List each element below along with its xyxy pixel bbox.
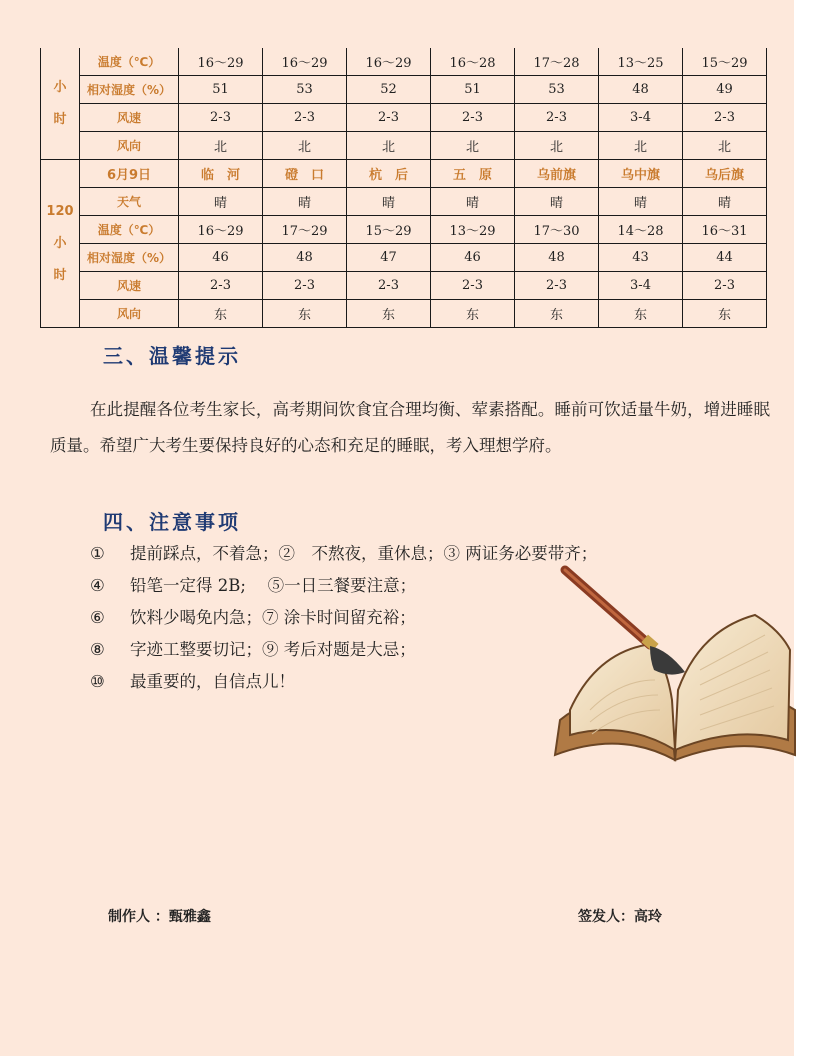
table-cell: 晴 [599, 188, 683, 216]
table-cell: 晴 [179, 188, 263, 216]
table-cell: 16～28 [431, 48, 515, 76]
reminder-paragraph: 在此提醒各位考生家长，高考期间饮食宜合理均衡、荤素搭配。睡前可饮适量牛奶，增进睡眠质量。希望广大考生要保持良好的心态和充足的睡眠，考入理想学府。 [50, 400, 770, 455]
row-label: 温度（℃） [80, 48, 179, 76]
row-label: 风速 [80, 104, 179, 132]
table-cell: 2-3 [431, 272, 515, 300]
maker-credit: 制作人 ：甄雅鑫 [108, 909, 211, 925]
table-cell: 东 [347, 300, 431, 328]
table-cell: 49 [683, 76, 767, 104]
table-cell: 东 [599, 300, 683, 328]
row-label: 相对湿度（%） [80, 244, 179, 272]
row-label: 风速 [80, 272, 179, 300]
row-group-char: 小 [53, 79, 67, 95]
list-item [90, 668, 597, 700]
list-item-text: 铅笔一定得 2B; ⑤一日三餐要注意； [130, 576, 417, 595]
table-cell: 东 [431, 300, 515, 328]
table-cell: 16～29 [179, 216, 263, 244]
table-cell: 17～29 [263, 216, 347, 244]
open-book-with-brush-icon [550, 560, 800, 769]
table-cell: 51 [179, 76, 263, 104]
list-item [90, 636, 597, 668]
row-group-char: 时 [53, 267, 67, 283]
table-cell: 46 [431, 244, 515, 272]
table-cell: 48 [263, 244, 347, 272]
notes-list [90, 540, 597, 700]
location-header: 乌前旗 [515, 160, 599, 188]
signer-credit: 签发人：高玲 [578, 909, 662, 925]
table-cell: 46 [179, 244, 263, 272]
table-cell: 48 [599, 76, 683, 104]
table-cell: 北 [599, 132, 683, 160]
table-cell: 2-3 [683, 104, 767, 132]
table-row [41, 188, 767, 216]
row-group-char: 小 [53, 235, 67, 251]
location-header: 磴 口 [263, 160, 347, 188]
table-cell: 43 [599, 244, 683, 272]
table-cell: 48 [515, 244, 599, 272]
table-cell: 47 [347, 244, 431, 272]
table-cell: 53 [515, 76, 599, 104]
list-item-text: 最重要的，自信点儿！ [130, 672, 295, 691]
table-row [41, 216, 767, 244]
location-header: 五 原 [431, 160, 515, 188]
row-group-char: 120 [46, 203, 74, 219]
location-header: 乌中旗 [599, 160, 683, 188]
row-label: 天气 [80, 188, 179, 216]
location-header-row [41, 160, 767, 188]
list-item [90, 572, 597, 604]
table-cell: 晴 [515, 188, 599, 216]
table-cell: 东 [263, 300, 347, 328]
table-cell: 北 [431, 132, 515, 160]
row-group-char: 时 [53, 111, 67, 127]
table-row [41, 76, 767, 104]
table-cell: 晴 [431, 188, 515, 216]
row-label: 风向 [80, 132, 179, 160]
table-cell: 北 [263, 132, 347, 160]
table-cell: 16～31 [683, 216, 767, 244]
table-cell: 2-3 [347, 104, 431, 132]
section-heading-tips: 三、温馨提示 [103, 344, 241, 368]
table-cell: 北 [347, 132, 431, 160]
table-cell: 东 [179, 300, 263, 328]
location-header: 杭 后 [347, 160, 431, 188]
list-item-number: ⑧ [90, 640, 105, 659]
table-cell: 2-3 [515, 272, 599, 300]
table-cell: 北 [515, 132, 599, 160]
table-cell: 2-3 [263, 104, 347, 132]
row-label: 温度（℃） [80, 216, 179, 244]
table-cell: 北 [179, 132, 263, 160]
table-cell: 51 [431, 76, 515, 104]
table-row [41, 244, 767, 272]
list-item-number: ④ [90, 576, 105, 595]
table-cell: 3-4 [599, 272, 683, 300]
list-item-number: ⑥ [90, 608, 105, 627]
row-label: 风向 [80, 300, 179, 328]
table-cell: 晴 [347, 188, 431, 216]
row-group-label [41, 160, 80, 328]
table-cell: 16～29 [263, 48, 347, 76]
table-cell: 2-3 [683, 272, 767, 300]
section-heading-notes: 四、注意事项 [103, 510, 241, 534]
forecast-block-1 [41, 48, 767, 160]
table-row [41, 300, 767, 328]
table-cell: 东 [515, 300, 599, 328]
list-item-text: 字迹工整要切记；⑨ 考后对题是大忌； [130, 640, 416, 659]
table-cell: 17～30 [515, 216, 599, 244]
table-cell: 17～28 [515, 48, 599, 76]
table-cell: 2-3 [431, 104, 515, 132]
table-cell: 晴 [683, 188, 767, 216]
forecast-block-2 [41, 160, 767, 328]
location-header: 乌后旗 [683, 160, 767, 188]
table-cell: 晴 [263, 188, 347, 216]
row-label: 相对湿度（%） [80, 76, 179, 104]
table-row [41, 272, 767, 300]
table-row [41, 104, 767, 132]
weather-table [40, 48, 767, 328]
table-cell: 2-3 [515, 104, 599, 132]
table-cell: 53 [263, 76, 347, 104]
table-row [41, 132, 767, 160]
list-item [90, 540, 597, 572]
table-cell: 16～29 [347, 48, 431, 76]
table-cell: 2-3 [347, 272, 431, 300]
list-item-text: 饮料少喝免内急；⑦ 涂卡时间留充裕； [130, 608, 416, 627]
table-cell: 52 [347, 76, 431, 104]
table-cell: 2-3 [179, 104, 263, 132]
row-group-label [41, 48, 80, 160]
table-cell: 东 [683, 300, 767, 328]
table-cell: 2-3 [179, 272, 263, 300]
table-cell: 14～28 [599, 216, 683, 244]
list-item [90, 604, 597, 636]
table-cell: 北 [683, 132, 767, 160]
table-cell: 3-4 [599, 104, 683, 132]
table-cell: 15～29 [347, 216, 431, 244]
table-cell: 2-3 [263, 272, 347, 300]
table-cell: 13～25 [599, 48, 683, 76]
list-item-text: 提前踩点，不着急；② 不熬夜，重休息；③ 两证务必要带齐； [130, 544, 598, 563]
table-cell: 16～29 [179, 48, 263, 76]
table-cell: 13～29 [431, 216, 515, 244]
table-cell: 15～29 [683, 48, 767, 76]
list-item-number: ⑩ [90, 672, 105, 691]
location-header: 临 河 [179, 160, 263, 188]
date-cell: 6月9日 [80, 160, 179, 188]
list-item-number: ① [90, 544, 105, 563]
table-cell: 44 [683, 244, 767, 272]
table-row [41, 48, 767, 76]
